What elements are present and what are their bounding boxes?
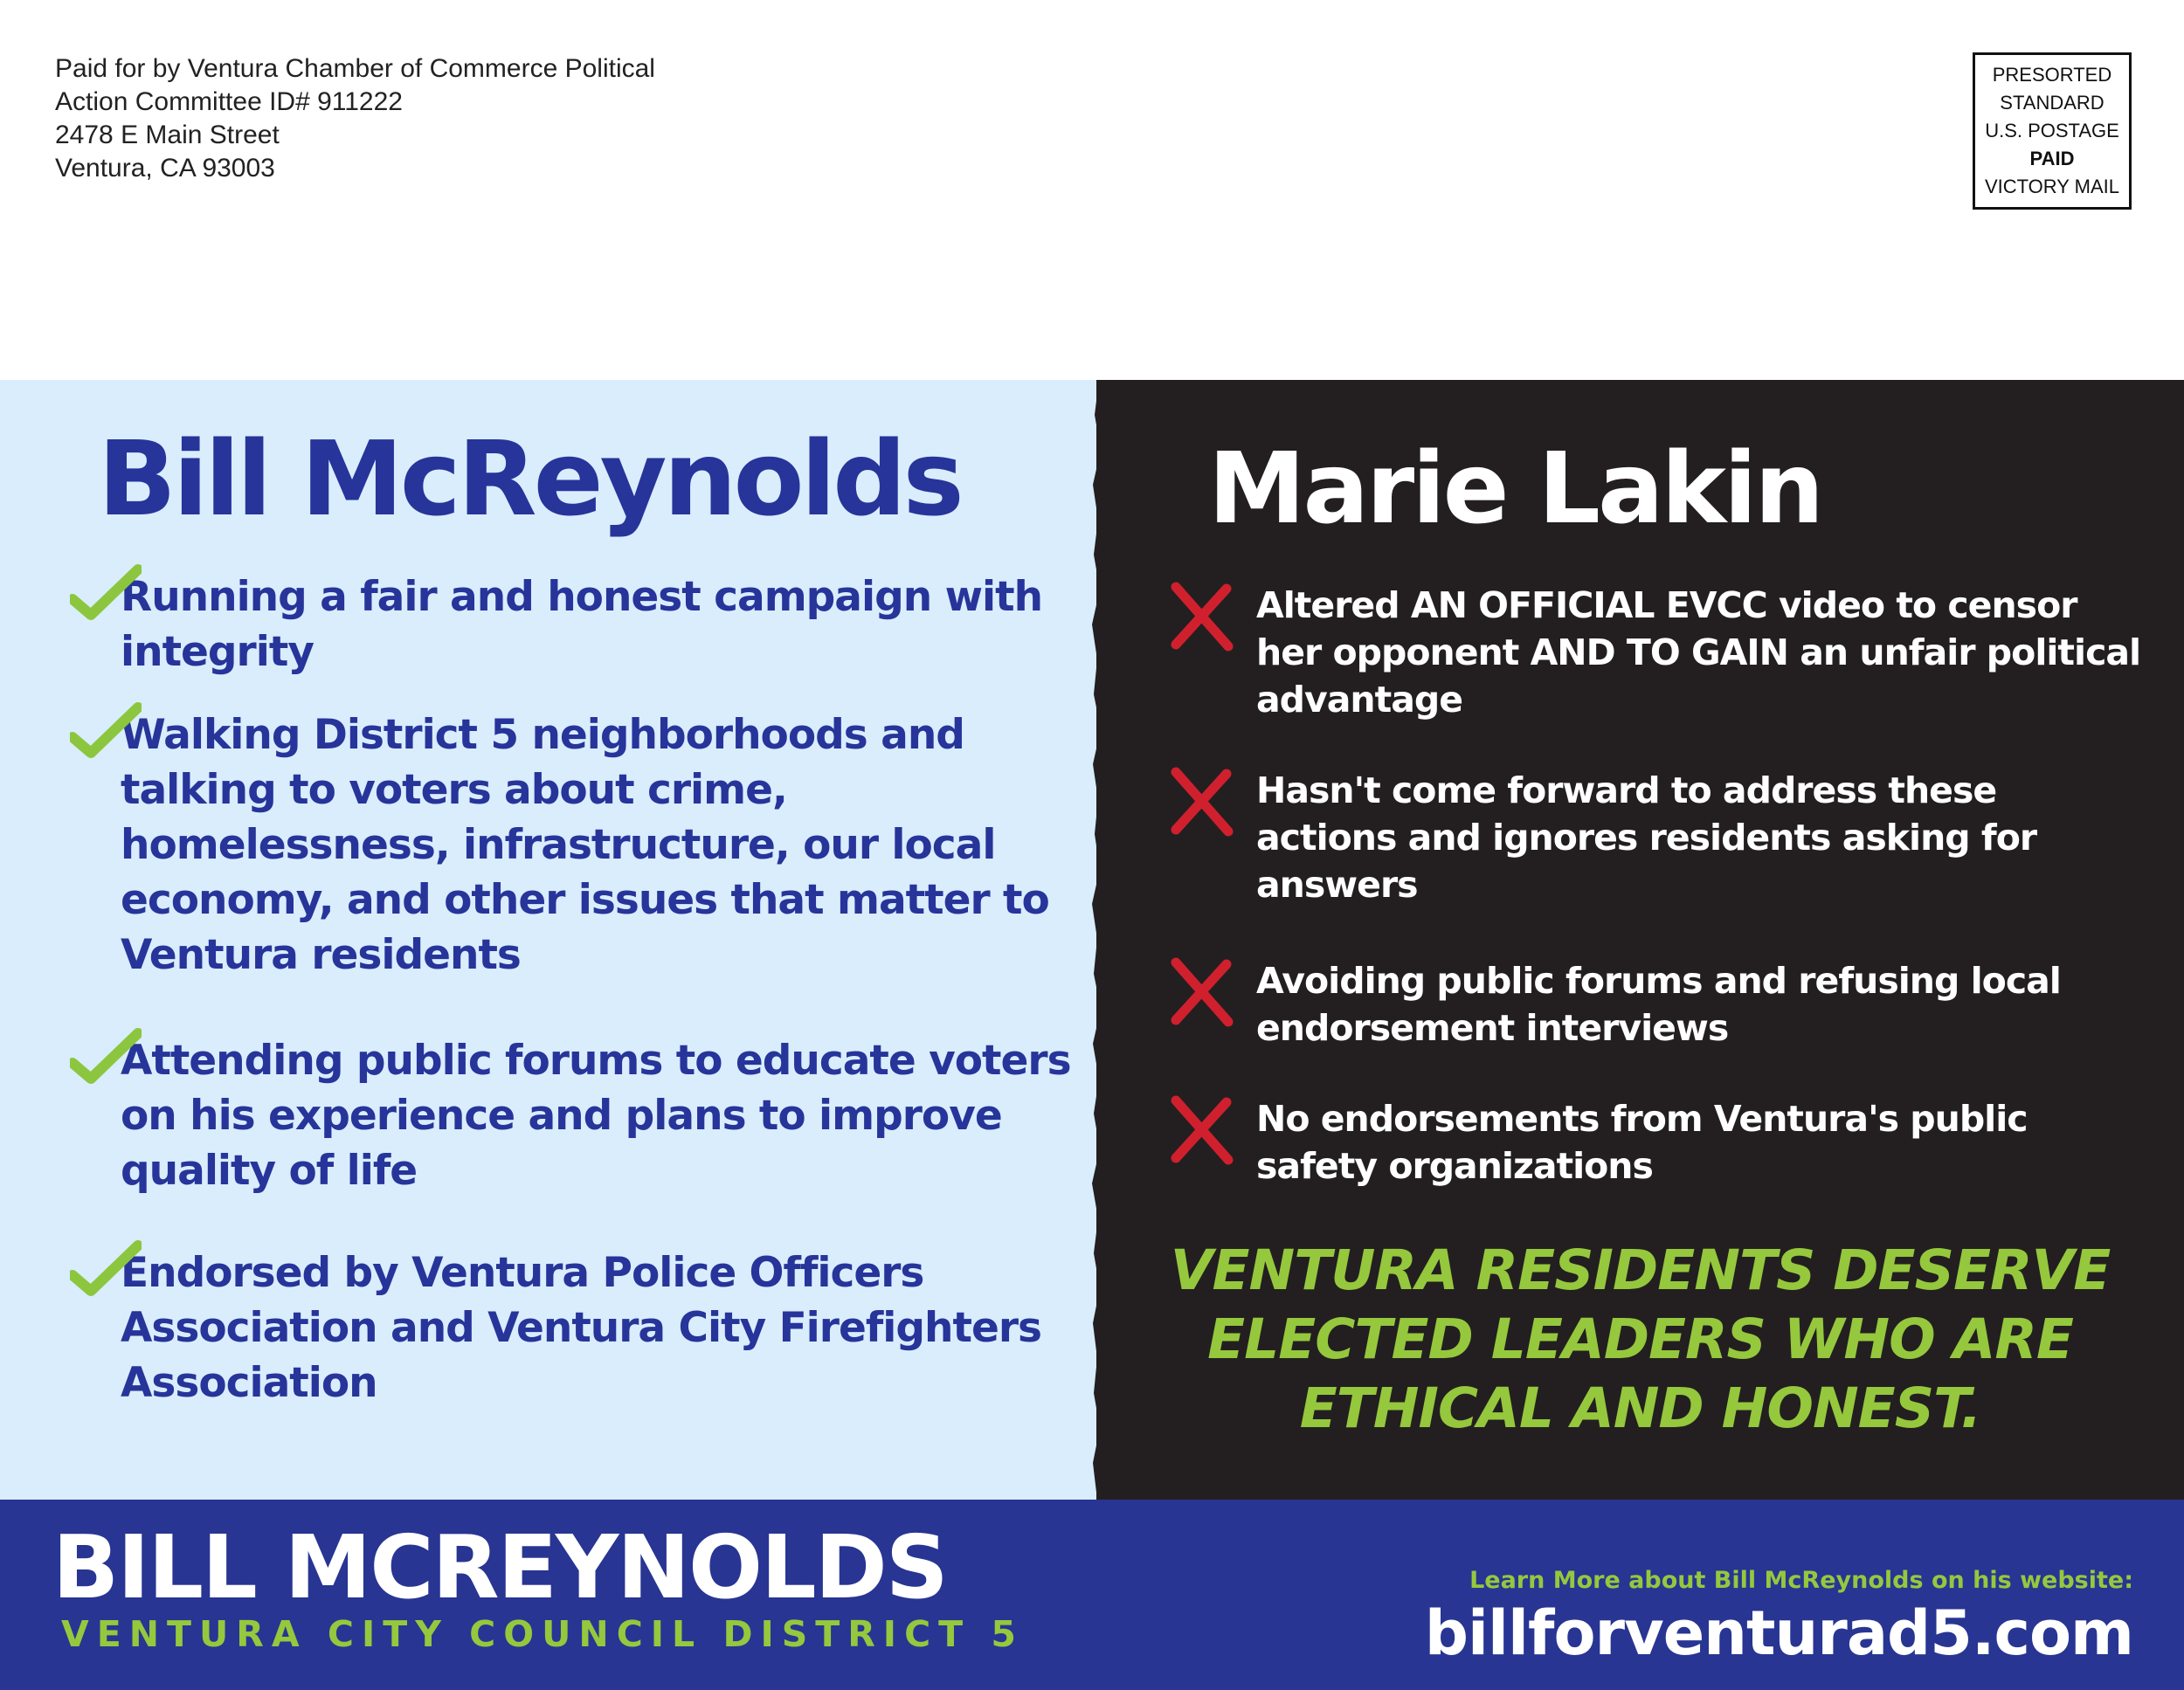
positive-point-text: Running a fair and honest campaign with integrity bbox=[121, 573, 1043, 676]
negative-point-text: Avoiding public forums and refusing local endorsement interviews bbox=[1256, 960, 2061, 1049]
x-mark-icon bbox=[1169, 957, 1235, 1027]
torn-paper-edge bbox=[1083, 380, 1118, 1500]
negative-point bbox=[1169, 957, 2147, 1052]
negative-point-text: No endorsements from Ventura's public safety organizations bbox=[1256, 1098, 2028, 1187]
negative-point bbox=[1169, 1095, 2147, 1190]
checkmark-icon bbox=[70, 1028, 142, 1091]
x-mark-icon bbox=[1169, 1095, 1235, 1165]
postage-paid: PAID bbox=[2029, 148, 2075, 169]
candidate-name-heading: Bill McReynolds bbox=[98, 418, 961, 539]
positive-point-text: Endorsed by Ventura Police Officers Association and Ventura City Firefighters Association bbox=[121, 1249, 1041, 1407]
x-mark-icon bbox=[1169, 582, 1235, 652]
positive-point bbox=[70, 1033, 1075, 1198]
postage-line: VICTORY MAIL bbox=[1984, 176, 2120, 197]
footer-candidate-name: BILL MCREYNOLDS bbox=[52, 1516, 947, 1618]
paid-for-disclaimer bbox=[55, 52, 655, 185]
positive-point-text: Attending public forums to educate voters on his experience and plans to improve quality of life bbox=[121, 1037, 1071, 1195]
postage-indicia bbox=[1973, 52, 2132, 210]
closing-statement: VENTURA RESIDENTS DESERVE ELECTED LEADERS WHO ARE ETHICAL AND HONEST. bbox=[1170, 1238, 2111, 1440]
positive-point bbox=[70, 707, 1075, 983]
disclaimer-line: Paid for by Ventura Chamber of Commerce Political bbox=[55, 54, 655, 83]
negative-point bbox=[1169, 582, 2147, 723]
opponent-name-heading: Marie Lakin bbox=[1208, 432, 1822, 546]
negative-point-text: Hasn't come forward to address these actions and ignores residents asking for answers bbox=[1256, 769, 2037, 906]
negative-point-text: Altered AN OFFICIAL EVCC video to censor her opponent AND TO GAIN an unfair political advantage bbox=[1256, 584, 2141, 721]
disclaimer-line: Ventura, CA 93003 bbox=[55, 154, 275, 183]
positive-point-text: Walking District 5 neighborhoods and talking to voters about crime, homelessness, infrastructure, our local economy, and other issues that matter to Ventura residents bbox=[121, 711, 1049, 979]
postage-line: U.S. POSTAGE bbox=[1985, 120, 2119, 141]
disclaimer-line: Action Committee ID# 911222 bbox=[55, 87, 403, 116]
postage-line: PRESORTED bbox=[1992, 64, 2112, 86]
website-url: billforventurad5.com bbox=[1424, 1597, 2133, 1669]
footer-district: VENTURA CITY COUNCIL DISTRICT 5 bbox=[61, 1613, 1024, 1655]
positive-point bbox=[70, 1245, 1075, 1411]
checkmark-icon bbox=[70, 1240, 142, 1303]
negative-point bbox=[1169, 767, 2147, 908]
postage-line: STANDARD bbox=[2000, 92, 2105, 114]
checkmark-icon bbox=[70, 702, 142, 765]
positive-point bbox=[70, 569, 1075, 679]
learn-more-text: Learn More about Bill McReynolds on his website: bbox=[1469, 1567, 2133, 1594]
checkmark-icon bbox=[70, 564, 142, 627]
disclaimer-line: 2478 E Main Street bbox=[55, 121, 280, 149]
x-mark-icon bbox=[1169, 767, 1235, 837]
